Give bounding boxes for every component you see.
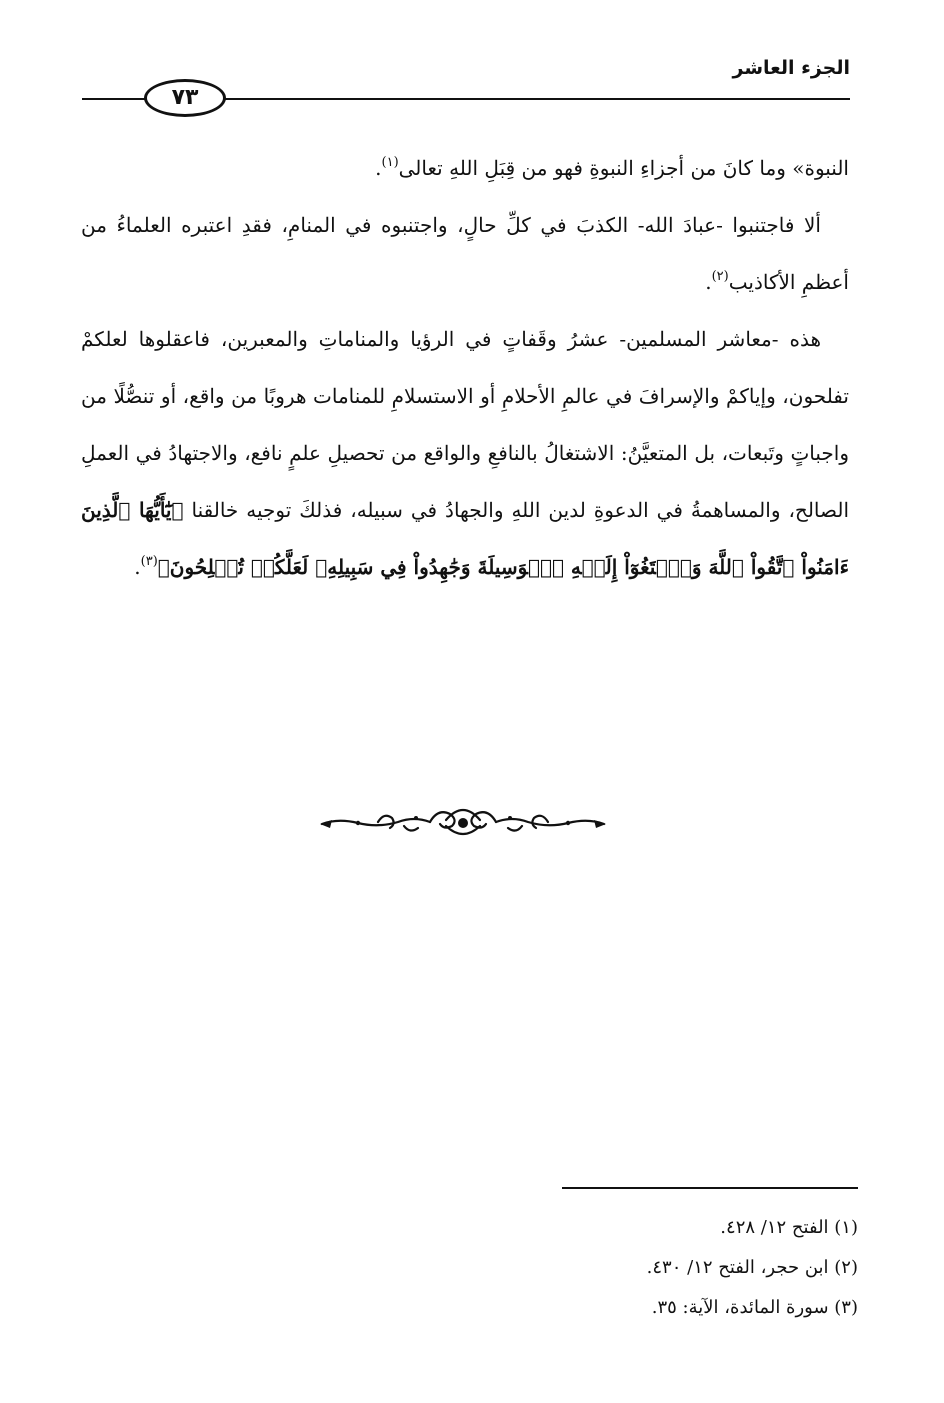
page-header	[82, 55, 850, 125]
body-text	[81, 140, 849, 596]
paragraph-2-end: .	[705, 270, 712, 294]
paragraph-3-end: .	[134, 555, 141, 579]
footnote-1: (١) الفتح ١٢/ ٤٢٨.	[720, 1217, 858, 1238]
footnote-3: (٣) سورة المائدة، الآية: ٣٥.	[651, 1297, 858, 1318]
footnotes-list	[438, 1208, 858, 1328]
footnote-marker-2: (٢)	[711, 269, 729, 284]
part-title: الجزء العاشر	[732, 57, 850, 79]
paragraph-1	[81, 140, 849, 197]
page-number: ٧٣	[144, 79, 226, 117]
paragraph-2	[81, 197, 849, 311]
footnote-rule	[562, 1187, 858, 1189]
ornament-divider	[318, 798, 608, 842]
footnote-marker-3: (٣)	[140, 554, 158, 569]
paragraph-3	[81, 311, 849, 596]
paragraph-2-text: ألا فاجتنبوا -عبادَ الله- الكذبَ في كلِّ حالٍ، واجتنبوه في المنامِ، فقدِ اعتبره العلماءُ من أعظمِ الأكاذيب	[81, 213, 849, 294]
paragraph-1-end: .	[375, 156, 382, 180]
footnote-2: (٢) ابن حجر، الفتح ١٢/ ٤٣٠.	[646, 1257, 858, 1278]
paragraph-1-text: النبوة» وما كانَ من أجزاءِ النبوةِ فهو من قِبَلِ اللهِ تعالى	[398, 156, 849, 180]
quran-verse: ﴿يَٰٓأَيُّهَا ٱلَّذِينَ ءَامَنُواْ ٱتَّقُواْ ٱللَّهَ وَٱبۡتَغُوٓاْ إِلَيۡهِ ٱلۡوَسِيلَةَ وَجَٰهِدُواْ فِي سَبِيلِهِۦ لَعَلَّكُمۡ تُفۡلِحُونَ﴾	[81, 498, 849, 579]
footnote-marker-1: (١)	[381, 155, 399, 170]
paragraph-3-text: هذه -معاشر المسلمين- عشرُ وقَفاتٍ في الرؤيا والمناماتِ والمعبرين، فاعقلوها لعلكمْ تفلحون، وإياكمْ والإسرافَ في عالمِ الأحلامِ أو الاستسلامِ للمنامات هروبًا من واقع، أو تنصُّلًا من واجباتٍ وتَبعات، بل المتعيَّنُ: الاشتغالُ بالنافعِ والواقع من تحصيلِ علمٍ نافع، والاجتهادُ في العملِ الصالح، والمساهمةُ في الدعوةِ لدين اللهِ والجهادُ في سبيله، فذلكَ توجيه خالقنا	[81, 327, 850, 522]
